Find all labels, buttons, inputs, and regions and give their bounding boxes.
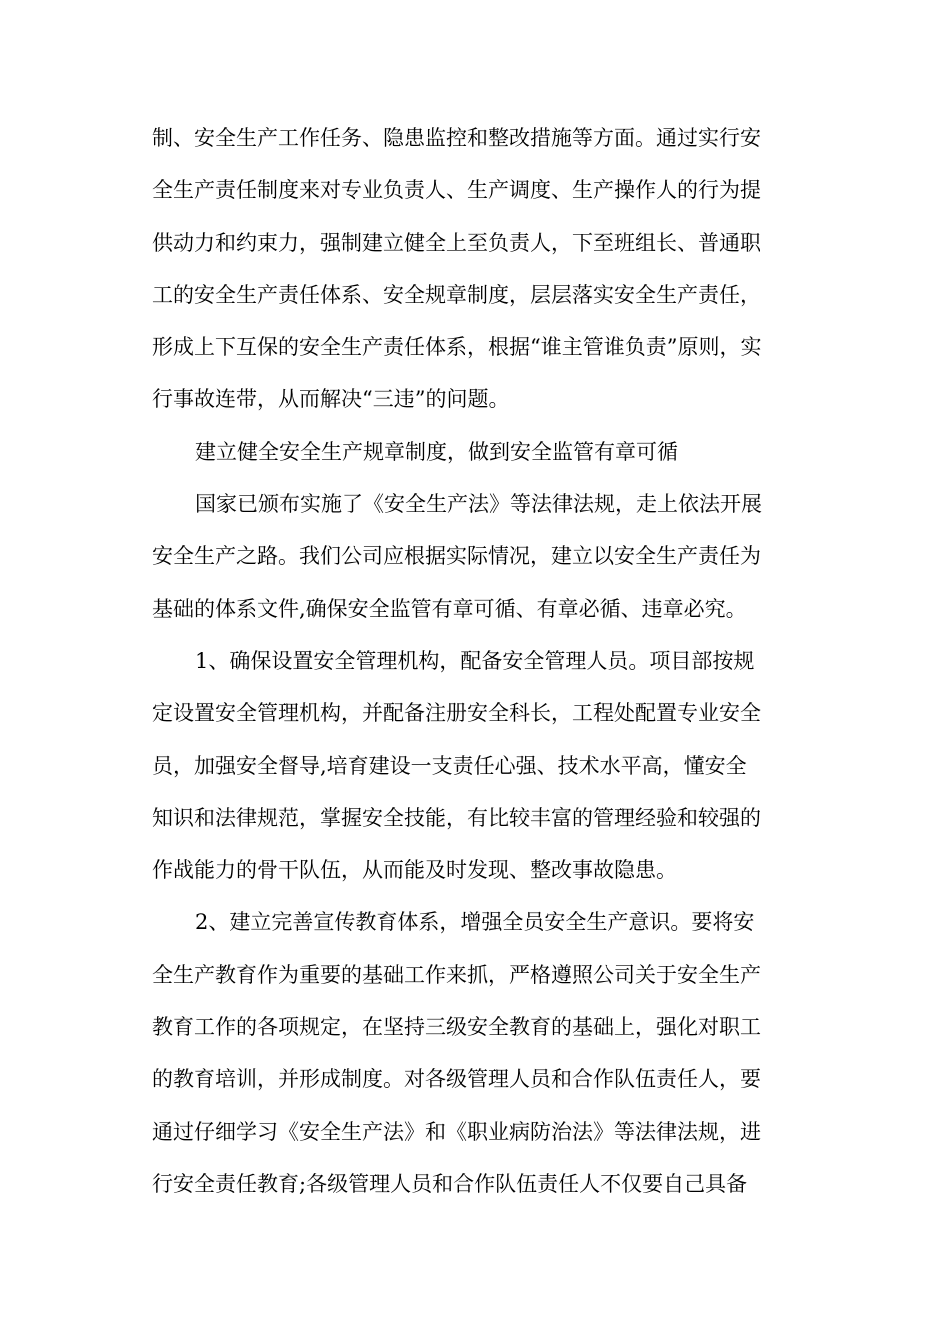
text-line: 行事故连带，从而解决“三违”的问题。	[152, 387, 510, 412]
body-text	[152, 118, 802, 1216]
text-line: 安全生产之路。我们公司应根据实际情况，建立以安全生产责任为	[152, 544, 761, 569]
text-line: 形成上下互保的安全生产责任体系，根据“谁主管谁负责”原则，实	[152, 335, 762, 360]
text-line: 教育工作的各项规定，在坚持三级安全教育的基础上，强化对职工	[152, 1015, 761, 1040]
paragraph-start: 国家已颁布实施了《安全生产法》等法律法规，走上依法开展	[195, 492, 762, 517]
section-heading: 建立健全安全生产规章制度，做到安全监管有章可循	[195, 439, 678, 464]
text-line: 全生产责任制度来对专业负责人、生产调度、生产操作人的行为提	[152, 178, 761, 203]
text-line: 知识和法律规范，掌握安全技能，有比较丰富的管理经验和较强的	[152, 805, 761, 830]
text-line: 定设置安全管理机构，并配备注册安全科长，工程处配置专业安全	[152, 701, 761, 726]
text-line: 全生产教育作为重要的基础工作来抓，严格遵照公司关于安全生产	[152, 962, 761, 987]
paragraph-start: 2、建立完善宣传教育体系，增强全员安全生产意识。要将安	[195, 910, 755, 935]
text-line: 通过仔细学习《安全生产法》和《职业病防治法》等法律法规，进	[152, 1119, 761, 1144]
text-line: 员，加强安全督导,培育建设一支责任心强、技术水平高，懂安全	[152, 753, 747, 778]
text-line: 制、安全生产工作任务、隐患监控和整改措施等方面。通过实行安	[152, 126, 761, 150]
text-line: 行安全责任教育;各级管理人员和合作队伍责任人不仅要自己具备	[152, 1171, 748, 1196]
text-line: 工的安全生产责任体系、安全规章制度，层层落实安全生产责任，	[152, 282, 761, 307]
paragraph-start: 1、确保设置安全管理机构，配备安全管理人员。项目部按规	[195, 648, 755, 673]
text-line: 的教育培训，并形成制度。对各级管理人员和合作队伍责任人，要	[152, 1067, 761, 1092]
text-line: 供动力和约束力，强制建立健全上至负责人，下至班组长、普通职	[152, 230, 761, 255]
text-line: 基础的体系文件,确保安全监管有章可循、有章必循、违章必究。	[152, 596, 747, 621]
text-line: 作战能力的骨干队伍，从而能及时发现、整改事故隐患。	[152, 858, 677, 883]
